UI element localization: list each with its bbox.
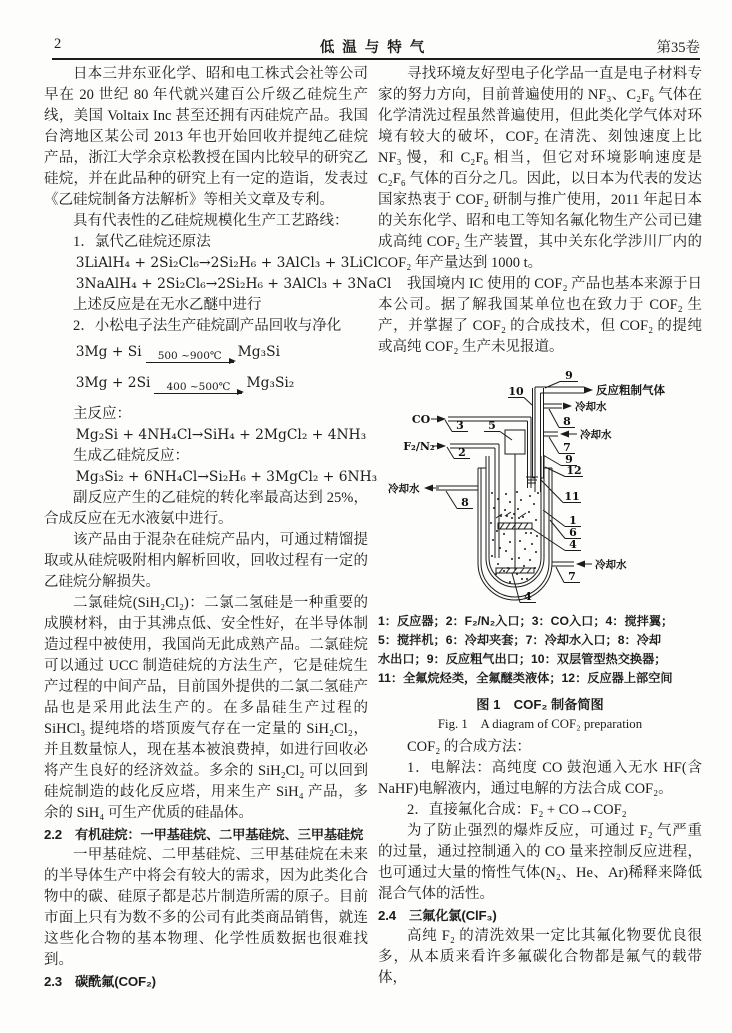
journal-title: 低温与特气	[319, 40, 433, 56]
part-number-11: 11	[564, 490, 580, 503]
part-number-4-mid: 4	[569, 538, 577, 551]
reaction-arrow	[154, 381, 242, 399]
equation-lialh: 3LiAlH₄ + 2Si₂Cl₆→2Si₂H₆ + 3AlCl₃ + 3LiCl	[75, 255, 378, 271]
paragraph-routes: 具有代表性的乙硅烷规模化生产工艺路线：	[73, 213, 349, 229]
paragraph-clf3: 高纯 F₂ 的清洗效果一定比其氟化物要优良很多，从本质来看许多氟碳化合物都是氟气的载带体，	[378, 928, 702, 986]
arrow-shaft	[146, 362, 234, 368]
equation-mg3si2: Mg₃Si₂ + 6NH₄Cl→Si₂H₆ + 3MgCl₂ + 6NH₃	[75, 469, 378, 485]
part-number-6: 6	[569, 526, 577, 539]
part-number-3: 3	[456, 419, 464, 432]
part-number-8-left: 8	[461, 496, 469, 509]
equation-left: 3Mg + Si	[75, 344, 142, 360]
equation-naalh: 3NaAlH₄ + 2Si₂Cl₆→2Si₂H₆ + 3AlCl₃ + 3NaCl	[75, 276, 392, 292]
figure-caption-en: Fig. 1 A diagram of COF₂ preparation	[437, 717, 643, 731]
paragraph-explosion: 为了防止强烈的爆炸反应，可通过 F₂ 气严重的过量，通过控制通入的 CO 量来控制反应进程，也可通过大量的惰性气体(N₂、He、Ar)稀释来降低混合气体的活性。	[378, 823, 702, 902]
equation-right: Mg₃Si	[237, 344, 281, 360]
part-number-5: 5	[488, 419, 496, 432]
figure-legend-line: 1：反应器；2：F₂/N₂入口；3：CO入口；4：搅拌翼；	[378, 614, 674, 628]
figure-legend-line: 水出口；9：反应粗气出口；10：双层管型热交换器；	[378, 652, 667, 666]
figure-legend-line: 5：搅拌机；6：冷却夹套；7：冷却水入口；8：冷却	[378, 633, 662, 647]
right-column	[378, 64, 702, 989]
part-number-1: 1	[569, 514, 577, 527]
figure-1	[378, 368, 702, 734]
paragraph-synthesis: COF₂ 的合成方法：	[407, 739, 531, 755]
note-disilane-reaction: 生成乙硅烷反应：	[73, 448, 189, 464]
list-item-route1: 1．氯代乙硅烷还原法	[73, 234, 211, 250]
list-item-route2: 2．小松电子法生产硅烷副产品回收与净化	[73, 318, 342, 334]
part-number-12: 12	[566, 464, 582, 477]
label-cooling-water-out-top: 冷却水	[575, 401, 607, 413]
header-rule	[52, 58, 700, 60]
page-header	[52, 36, 700, 56]
list-item-electrolysis: 1．电解法：高纯度 CO 鼓泡通入无水 HF(含 NaHF)电解液内，通过电解的方法合成 COF₂。	[378, 760, 702, 797]
note-ether: 上述反应是在无水乙醚中进行	[73, 297, 262, 313]
paragraph-recovery: 该产品由于混杂在硅烷产品内，可通过精馏提取或从硅烷吸附相内解析回收，回收过程有一定的乙硅烷分解损失。	[44, 532, 368, 590]
figure-diagram	[386, 368, 698, 608]
left-column	[44, 64, 392, 992]
reaction-arrow	[146, 350, 234, 368]
paragraph-dichlorosilane: 二氯硅烷(SiH₂Cl₂)：二氯二氢硅是一种重要的成膜材料，由于其沸点低、安全性好，在半导体制造过程中被使用，我国尚无此成熟产品。二氯硅烷可以通过 UCC 制造硅烷的方法生产，它是硅烷生产过程的中间产品，目前国外提供的二氯二氢硅产品也是采用此法生产的。在多晶硅生产过程的 SiHCl₃ 提纯塔的塔顶废气存在一定量的 SiH₂Cl₂，并且数量惊人，现在基本被浪费掉，如进行回收必将产生良好的经济效益。多余的 SiH₂Cl₂ 可以回到硅烷制造的歧化反应塔，用来生产 SiH₄ 产品，多余的 SiH₄ 可生产优质的硅晶体。	[44, 595, 368, 821]
part-number-4-bottom: 4	[524, 590, 532, 603]
label-crude-gas: 反应粗制气体	[596, 385, 665, 397]
label-cooling-water-out-left: 冷却水	[388, 483, 420, 495]
page-number: 2	[54, 36, 62, 52]
note-main-reaction: 主反应：	[73, 406, 131, 422]
equation-mg2si: Mg₂Si + 4NH₄Cl→SiH₄ + 2MgCl₂ + 4NH₃	[75, 427, 367, 443]
part-number-2: 2	[458, 446, 466, 459]
section-heading-2-2: 2.2 有机硅烷：一甲基硅烷、二甲基硅烷、三甲基硅烷	[44, 827, 364, 842]
paragraph-intro: 日本三井东亚化学、昭和电工株式会社等公司早在 20 世纪 80 年代就兴建百公斤级乙硅烷生产线，美国 Voltaix Inc 甚至还拥有丙硅烷产品。我国台湾地区某公司 2013 年也开始回收并提纯乙硅烷产品，浙江大学余京松教授在国内比较早的研究乙硅烷，并在此品种的研究上有一定的造诣，发表过《乙硅烷制备方法解析》等相关文章及专利。	[44, 66, 368, 208]
section-heading-2-3: 2.3 碳酰氟(COF₂)	[44, 974, 156, 989]
section-heading-2-4: 2.4 三氟化氯(ClF₃)	[378, 908, 497, 923]
paragraph-conversion: 副反应产生的乙硅烷的转化率最高达到 25%，合成反应在无水液氨中进行。	[44, 490, 368, 527]
part-number-9-top: 9	[565, 369, 573, 382]
reaction-condition: 400 ~500℃	[166, 381, 231, 393]
paragraph-methylsilane: 一甲基硅烷、二甲基硅烷、三甲基硅烷在未来的半导体生产中将会有较大的需求，因为此类化合物中的碳、硅原子都是芯片制造所需的原子。目前市面上只有为数不多的公司有此类商品销售，就连这些化合物的基本物理、化学性质数据也很难找到。	[44, 847, 368, 968]
stirrer-assembly	[496, 430, 534, 573]
figure-caption-cn: 图 1 COF₂ 制备简图	[476, 697, 604, 712]
equation-left: 3Mg + 2Si	[75, 375, 151, 391]
equation-mg-si	[76, 342, 368, 368]
label-cooling-water-in-top: 冷却水	[580, 429, 612, 441]
label-co: CO	[411, 413, 431, 426]
part-number-8-right: 8	[563, 415, 571, 428]
volume-label: 第35卷	[656, 40, 700, 56]
part-number-7-right: 7	[563, 441, 571, 454]
label-cooling-water-in-bottom: 冷却水	[595, 559, 627, 571]
part-number-10: 10	[508, 385, 524, 398]
arrow-shaft	[154, 393, 242, 399]
list-item-direct-fluorination: 2．直接氟化合成：F₂ + CO→COF₂	[407, 802, 627, 818]
label-f2n2: F₂/N₂	[403, 440, 435, 453]
paragraph-domestic: 我国境内 IC 使用的 COF₂ 产品也基本来源于日本公司。据了解我国某单位也在致力于 COF₂ 生产，并掌握了 COF₂ 的合成技术，但 COF₂ 的提纯或高纯 COF₂ 生产未见报道。	[378, 276, 702, 355]
part-number-9-mid: 9	[565, 453, 573, 466]
figure-legend-line: 11：全氟烷烃类，全氟醚类液体；12：反应器上部空间	[378, 671, 673, 685]
stirrer-motor	[505, 430, 525, 454]
equation-mg-2si	[76, 373, 368, 399]
paragraph-cof2-intro: 寻找环境友好型电子化学品一直是电子材料专家的努力方向，目前普遍使用的 NF₃、C₂F₆ 气体在化学清洗过程虽然普遍使用，但此类化学气体对环境有较大的破坏，COF₂ 在清洗、刻蚀速度上比 NF₃ 慢，和 C₂F₆ 相当，但它对环境影响速度是 C₂F₆ 气体的百分之几。因此，以日本为代表的发达国家热衷于 COF₂ 研制与推广使用，2011 年起日本的关东化学、昭和电工等知名氟化物生产公司已建成高纯 COF₂ 生产装置，其中关东化学涉川厂内的 COF₂ 年产量达到 1000 t。	[378, 66, 702, 271]
figure-legend	[378, 612, 702, 688]
reaction-condition: 500 ~900℃	[157, 350, 222, 362]
equation-right: Mg₃Si₂	[246, 375, 295, 391]
part-number-7-bottom: 7	[568, 570, 576, 583]
